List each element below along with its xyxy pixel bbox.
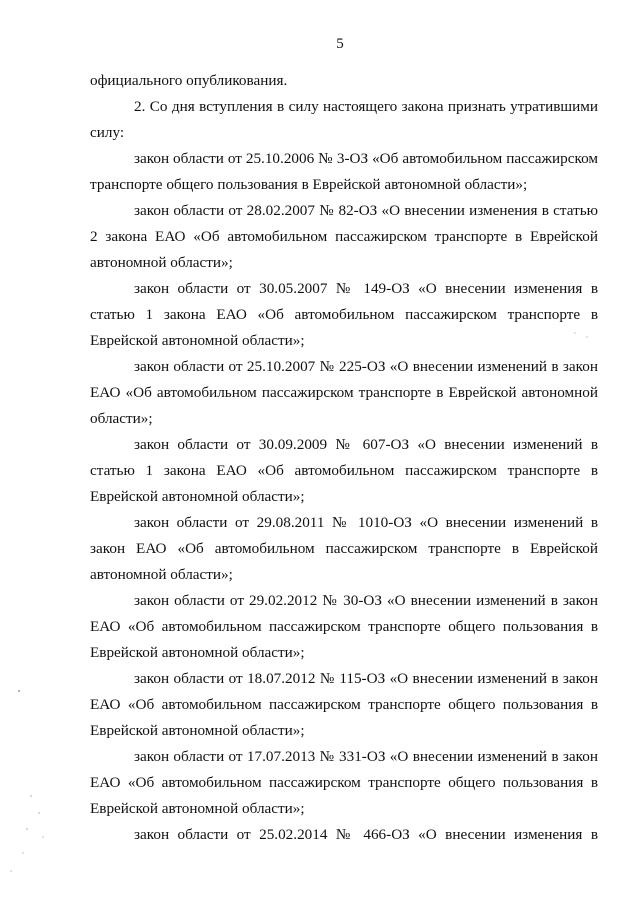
scan-speck [22, 852, 24, 854]
law-entry: закон области от 25.10.2007 № 225-ОЗ «О внесении изменений в закон ЕАО «Об автомобильном пассажирском транспорте в Еврейской автономной области»; [90, 358, 598, 427]
law-entry: закон области от 30.05.2007 № 149-ОЗ «О внесении изменения в статью 1 закона ЕАО «Об автомобильном пассажирском транспорте в Еврейской автономной области»; [90, 280, 598, 349]
scan-speck [586, 336, 588, 338]
scan-speck [26, 828, 28, 830]
law-entry: закон области от 28.02.2007 № 82-ОЗ «О внесении изменения в статью 2 закона ЕАО «Об автомобильном пассажирском транспорте в Еврейской автономной области»; [90, 202, 598, 271]
law-entry: закон области от 17.07.2013 № 331-ОЗ «О внесении изменений в закон ЕАО «Об автомобильном пассажирском транспорте общего пользования в Еврейской автономной области»; [90, 748, 598, 817]
scan-speck [42, 836, 44, 838]
law-entry: закон области от 25.10.2006 № 3-ОЗ «Об автомобильном пассажирском транспорте общего пользования в Еврейской автономной области»; [90, 150, 598, 193]
page-number: 5 [336, 36, 344, 52]
scan-speck [18, 690, 20, 692]
document-body [90, 68, 598, 848]
law-entry: закон области от 18.07.2012 № 115-ОЗ «О внесении изменений в закон ЕАО «Об автомобильном пассажирском транспорте общего пользования в Еврейской автономной области»; [90, 670, 598, 739]
scan-speck [30, 795, 32, 797]
law-entry: закон области от 29.08.2011 № 1010-ОЗ «О внесении изменений в закон ЕАО «Об автомобильном пассажирском транспорте в Еврейской автономной области»; [90, 514, 598, 583]
paragraph-item-2: 2. Со дня вступления в силу настоящего закона признать утратившими силу: [90, 98, 598, 141]
law-entry-partial: закон области от 25.02.2014 № 466-ОЗ «О внесении изменения в [134, 826, 598, 843]
law-entry: закон области от 29.02.2012 № 30-ОЗ «О внесении изменений в закон ЕАО «Об автомобильном пассажирском транспорте общего пользования в Еврейской автономной области»; [90, 592, 598, 661]
scan-speck [574, 332, 576, 334]
scan-speck [38, 812, 40, 814]
scan-speck [10, 870, 12, 872]
paragraph-continuation: официального опубликования. [90, 72, 288, 89]
law-entry: закон области от 30.09.2009 № 607-ОЗ «О внесении изменений в статью 1 закона ЕАО «Об автомобильном пассажирском транспорте в Еврейской автономной области»; [90, 436, 598, 505]
